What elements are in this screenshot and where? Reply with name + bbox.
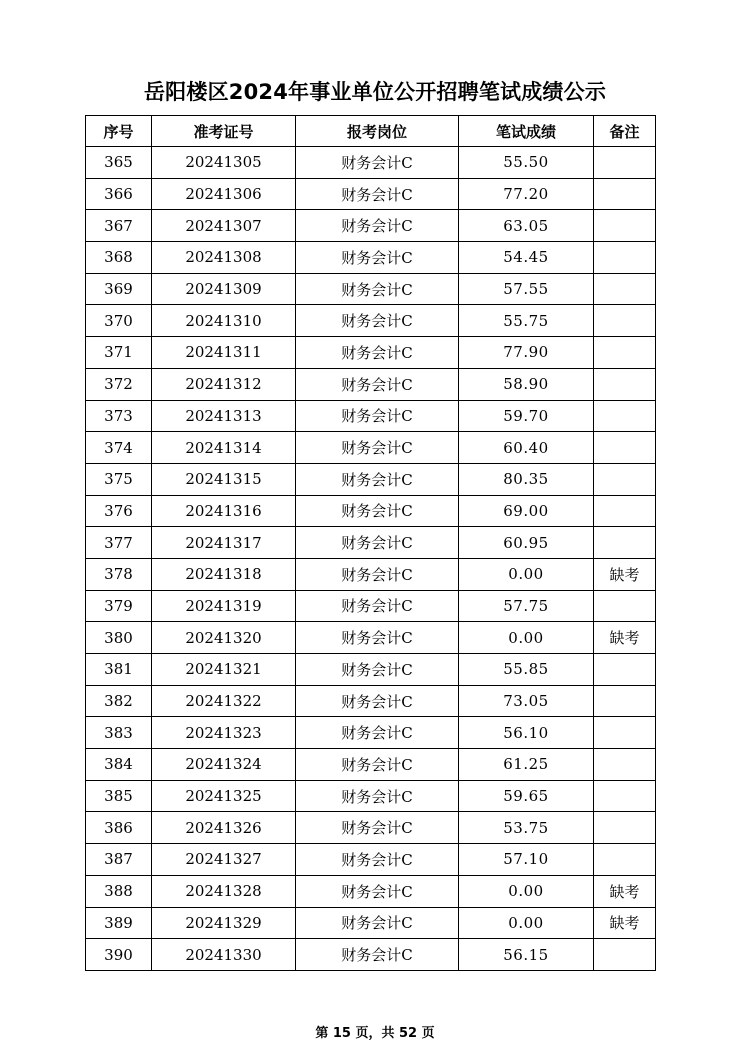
cell-score: 54.45 [459,242,594,274]
column-header-no: 序号 [86,116,152,147]
cell-remark [594,527,656,559]
cell-position: 财务会计C [296,875,459,907]
table-row [86,178,656,210]
cell-score: 69.00 [459,495,594,527]
cell-position: 财务会计C [296,527,459,559]
cell-ticket: 20241308 [152,242,296,274]
cell-position: 财务会计C [296,654,459,686]
cell-position: 财务会计C [296,147,459,179]
cell-score: 77.20 [459,178,594,210]
table-row [86,432,656,464]
cell-ticket: 20241330 [152,939,296,971]
cell-score: 60.95 [459,527,594,559]
table-row [86,558,656,590]
table-row [86,337,656,369]
cell-no: 381 [86,654,152,686]
cell-ticket: 20241311 [152,337,296,369]
cell-no: 389 [86,907,152,939]
cell-no: 384 [86,749,152,781]
cell-remark: 缺考 [594,875,656,907]
cell-remark: 缺考 [594,622,656,654]
cell-no: 378 [86,558,152,590]
cell-ticket: 20241307 [152,210,296,242]
column-header-score: 笔试成绩 [459,116,594,147]
cell-ticket: 20241315 [152,463,296,495]
table-row [86,622,656,654]
cell-remark: 缺考 [594,907,656,939]
cell-ticket: 20241305 [152,147,296,179]
column-header-remark: 备注 [594,116,656,147]
cell-position: 财务会计C [296,907,459,939]
cell-remark [594,210,656,242]
cell-score: 57.75 [459,590,594,622]
cell-no: 390 [86,939,152,971]
cell-position: 财务会计C [296,939,459,971]
cell-remark [594,147,656,179]
cell-ticket: 20241320 [152,622,296,654]
cell-position: 财务会计C [296,844,459,876]
cell-ticket: 20241329 [152,907,296,939]
cell-score: 0.00 [459,622,594,654]
table-row [86,654,656,686]
cell-score: 73.05 [459,685,594,717]
cell-score: 56.15 [459,939,594,971]
cell-score: 57.55 [459,273,594,305]
table-row [86,400,656,432]
cell-remark [594,400,656,432]
cell-no: 369 [86,273,152,305]
table-row [86,939,656,971]
page-title: 岳阳楼区2024年事业单位公开招聘笔试成绩公示 [143,80,607,104]
table-header [86,116,656,147]
cell-no: 383 [86,717,152,749]
table-row [86,875,656,907]
header-row [86,116,656,147]
cell-ticket: 20241322 [152,685,296,717]
cell-no: 373 [86,400,152,432]
column-header-position: 报考岗位 [296,116,459,147]
cell-position: 财务会计C [296,242,459,274]
cell-position: 财务会计C [296,812,459,844]
cell-remark [594,812,656,844]
table-row [86,305,656,337]
cell-no: 370 [86,305,152,337]
cell-position: 财务会计C [296,337,459,369]
cell-position: 财务会计C [296,622,459,654]
cell-remark [594,273,656,305]
table-row [86,590,656,622]
table-row [86,780,656,812]
cell-score: 61.25 [459,749,594,781]
cell-position: 财务会计C [296,178,459,210]
cell-ticket: 20241325 [152,780,296,812]
cell-ticket: 20241323 [152,717,296,749]
table-row [86,749,656,781]
cell-position: 财务会计C [296,495,459,527]
cell-ticket: 20241324 [152,749,296,781]
cell-remark [594,337,656,369]
cell-score: 55.85 [459,654,594,686]
cell-remark [594,368,656,400]
cell-no: 385 [86,780,152,812]
cell-remark: 缺考 [594,558,656,590]
cell-remark [594,939,656,971]
cell-ticket: 20241321 [152,654,296,686]
cell-ticket: 20241328 [152,875,296,907]
cell-ticket: 20241313 [152,400,296,432]
cell-position: 财务会计C [296,463,459,495]
cell-remark [594,780,656,812]
cell-score: 53.75 [459,812,594,844]
cell-remark [594,717,656,749]
cell-score: 0.00 [459,907,594,939]
table-row [86,368,656,400]
cell-remark [594,654,656,686]
cell-remark [594,463,656,495]
cell-no: 368 [86,242,152,274]
table-body [86,147,656,971]
cell-score: 60.40 [459,432,594,464]
cell-position: 财务会计C [296,400,459,432]
table-row [86,717,656,749]
cell-no: 382 [86,685,152,717]
cell-ticket: 20241314 [152,432,296,464]
cell-score: 55.75 [459,305,594,337]
cell-remark [594,178,656,210]
cell-position: 财务会计C [296,432,459,464]
cell-no: 367 [86,210,152,242]
cell-no: 366 [86,178,152,210]
column-header-ticket: 准考证号 [152,116,296,147]
cell-no: 375 [86,463,152,495]
cell-remark [594,305,656,337]
cell-position: 财务会计C [296,368,459,400]
cell-score: 77.90 [459,337,594,369]
cell-no: 379 [86,590,152,622]
cell-position: 财务会计C [296,210,459,242]
cell-ticket: 20241316 [152,495,296,527]
cell-ticket: 20241306 [152,178,296,210]
cell-ticket: 20241318 [152,558,296,590]
table-row [86,685,656,717]
cell-remark [594,590,656,622]
cell-score: 63.05 [459,210,594,242]
cell-score: 57.10 [459,844,594,876]
cell-remark [594,844,656,876]
cell-position: 财务会计C [296,558,459,590]
table-row [86,242,656,274]
table-row [86,463,656,495]
cell-no: 380 [86,622,152,654]
cell-position: 财务会计C [296,717,459,749]
cell-remark [594,495,656,527]
cell-score: 0.00 [459,875,594,907]
cell-ticket: 20241309 [152,273,296,305]
cell-score: 55.50 [459,147,594,179]
table-row [86,844,656,876]
cell-remark [594,749,656,781]
cell-score: 0.00 [459,558,594,590]
table-row [86,812,656,844]
cell-no: 365 [86,147,152,179]
cell-ticket: 20241310 [152,305,296,337]
table-row [86,907,656,939]
cell-no: 376 [86,495,152,527]
cell-no: 387 [86,844,152,876]
cell-no: 388 [86,875,152,907]
cell-position: 财务会计C [296,749,459,781]
score-table [85,115,656,971]
cell-no: 372 [86,368,152,400]
cell-score: 80.35 [459,463,594,495]
cell-position: 财务会计C [296,590,459,622]
cell-score: 59.70 [459,400,594,432]
cell-ticket: 20241317 [152,527,296,559]
cell-remark [594,242,656,274]
cell-no: 374 [86,432,152,464]
cell-score: 56.10 [459,717,594,749]
cell-no: 377 [86,527,152,559]
table-row [86,273,656,305]
cell-ticket: 20241319 [152,590,296,622]
cell-score: 58.90 [459,368,594,400]
table-row [86,210,656,242]
page-footer: 第 15 页，共 52 页 [315,1026,435,1041]
cell-score: 59.65 [459,780,594,812]
cell-ticket: 20241327 [152,844,296,876]
cell-no: 386 [86,812,152,844]
cell-position: 财务会计C [296,305,459,337]
cell-position: 财务会计C [296,780,459,812]
table-row [86,527,656,559]
cell-position: 财务会计C [296,685,459,717]
cell-remark [594,432,656,464]
cell-remark [594,685,656,717]
cell-no: 371 [86,337,152,369]
table-row [86,495,656,527]
table-row [86,147,656,179]
cell-ticket: 20241312 [152,368,296,400]
cell-ticket: 20241326 [152,812,296,844]
cell-position: 财务会计C [296,273,459,305]
